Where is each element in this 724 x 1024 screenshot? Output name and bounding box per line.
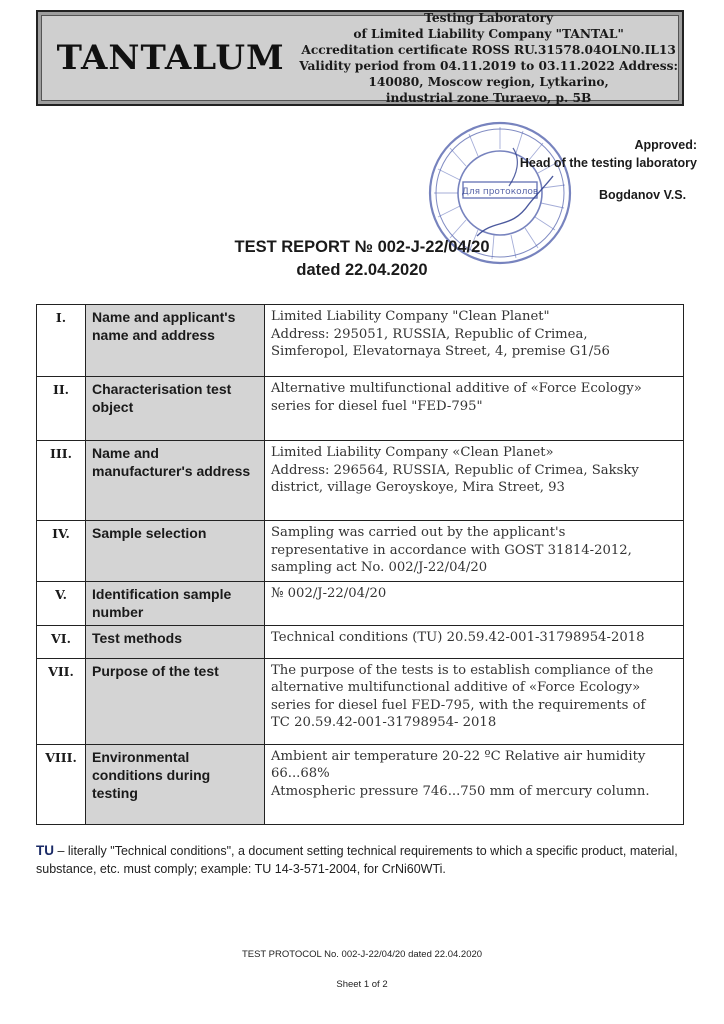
row-label: Identification sample number [86,581,265,625]
lab-info-line: Validity period from 04.11.2019 to 03.11.2022 Address: [299,59,678,73]
table-row [37,441,684,521]
value-line: representative in accordance with GOST 31814-2012, [271,542,632,558]
lab-info-line: of Limited Liability Company "TANTAL" [353,27,624,41]
sheet-number: Sheet 1 of 2 [336,979,388,990]
table-row [37,744,684,824]
report-table [36,304,684,825]
value-line: 66...68% [271,766,330,781]
table-row [37,658,684,744]
row-number: I. [37,305,86,377]
row-value [265,658,684,744]
value-line: Alternative multifunctional additive of «Force Ecology» [271,381,642,396]
table-row [37,521,684,582]
report-date: dated 22.04.2020 [296,261,428,279]
value-line: sampling act No. 002/J-22/04/20 [271,560,488,575]
value-line: Limited Liability Company «Clean Planet» [271,445,554,460]
row-number: VII. [37,658,86,744]
value-line: № 002/J-22/04/20 [271,585,387,601]
table-row [37,581,684,625]
value-line: Simferopol, Elevatornaya Street, 4, premise G1/56 [271,344,610,359]
table-row [37,305,684,377]
value-line: Technical conditions (TU) 20.59.42-001-31798954-2018 [271,629,645,645]
value-line: The purpose of the tests is to establish compliance of the [271,662,654,678]
row-label: Test methods [86,625,265,658]
row-number: V. [37,581,86,625]
value-line: Limited Liability Company "Clean Planet" [271,309,550,324]
row-value [265,744,684,824]
value-line: Sampling was carried out by the applicant's [271,525,566,540]
row-label: Characterisation test object [86,377,265,441]
row-value [265,377,684,441]
footnote-text: – literally "Technical conditions", a document setting technical requirements to which a specific product, material, substance, etc. must comply; example: TU 14-3-571-2004, for CrNi60WTi. [36,844,678,876]
table-row [37,377,684,441]
lab-header-inner [41,11,679,105]
value-line: Address: 296564, RUSSIA, Republic of Crimea, Saksky [271,462,639,478]
report-title [0,236,724,282]
row-number: IV. [37,521,86,582]
approver-name: Bogdanov V.S. [599,188,687,202]
row-value [265,625,684,658]
lab-info [299,10,678,106]
approved-label: Approved: [634,138,697,152]
footnote-term: TU [36,843,54,858]
value-line: Address: 295051, RUSSIA, Republic of Crimea, [271,326,588,342]
row-value [265,521,684,582]
row-number: VIII. [37,744,86,824]
row-value [265,305,684,377]
lab-header [36,10,684,106]
footnote [36,842,696,878]
table-row [37,625,684,658]
row-number: III. [37,441,86,521]
value-line: series for diesel fuel FED-795, with the requirements of [271,697,646,713]
row-label: Purpose of the test [86,658,265,744]
row-label: Environmental conditions during testing [86,744,265,824]
row-value [265,581,684,625]
lab-info-line: Testing Laboratory [424,11,554,25]
row-number: VI. [37,625,86,658]
row-label: Name and applicant's name and address [86,305,265,377]
report-number: TEST REPORT № 002-J-22/04/20 [234,238,490,256]
value-line: alternative multifunctional additive of «Force Ecology» [271,680,641,695]
lab-info-line: Accreditation certificate ROSS RU.31578.04OLN0.IL13 [301,43,676,57]
value-line: district, village Geroyskoye, Mira Street, 93 [271,480,565,495]
value-line: Atmospheric pressure 746...750 mm of mercury column. [271,783,650,799]
stamp-center-text: Для протоколов [461,187,539,197]
row-label: Name and manufacturer's address [86,441,265,521]
approver-position: Head of the testing laboratory [519,156,697,170]
lab-info-line: 140080, Moscow region, Lytkarino, [368,75,609,89]
value-line: Ambient air temperature 20-22 ºC Relative air humidity [271,748,646,764]
value-line: TC 20.59.42-001-31798954- 2018 [271,715,497,730]
brand-logo: TANTALUM [56,38,285,78]
row-number: II. [37,377,86,441]
protocol-footer: TEST PROTOCOL No. 002-J-22/04/20 dated 22.04.2020 [241,949,483,960]
value-line: series for diesel fuel "FED-795" [271,398,483,414]
row-value [265,441,684,521]
row-label: Sample selection [86,521,265,582]
lab-info-line: industrial zone Turaevo, p. 5B [385,91,592,105]
approval-block [520,138,697,174]
